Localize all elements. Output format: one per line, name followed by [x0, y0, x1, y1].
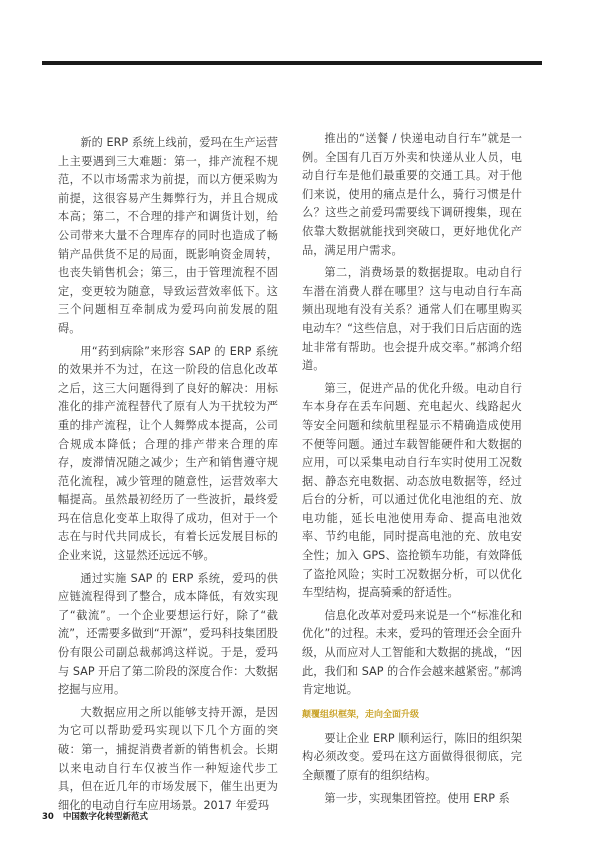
paragraph: 第二，消费场景的数据提取。电动自行车潜在消费人群在哪里？这与电动自行车高频出现地有没有关系？通常人们在哪里购买电动车？“这些信息，对于我们日后店面的选址非常有帮助。也会提升成交率。”郝鸿介绍道。: [302, 266, 522, 373]
left-column: [58, 134, 278, 819]
section-heading: 颠覆组织框架，走向全面升级: [302, 709, 420, 720]
paragraph: 第一步，实现集团管控。使用 ERP 系: [324, 791, 510, 805]
paragraph: 信息化改革对爱玛来说是一个“标准化和优化”的过程。未来，爱玛的管理还会全面升级，从而应对人工智能和大数据的挑战，“因此，我们和 SAP 的合作会越来越紧密。”郝鸿肯定地说。: [302, 608, 522, 697]
page-footer: [42, 810, 148, 822]
right-column: [302, 130, 522, 812]
paragraph: 用“药到病除”来形容 SAP 的 ERP 系统的效果并不为过，在这一阶段的信息化改革之后，这三大问题得到了良好的解决：用标准化的排产流程替代了原有人为干扰较为严重的排产流程，让个人舞弊成本提高，公司合规成本降低；合理的排产带来合理的库存，废滞情况随之减少；生产和销售遵守规范化流程，减少管理的随意性，运营效率大幅提高。虽然最初经历了一些波折，最终爱玛在信息化变革上取得了成功，但对于一个志在与时代共同成长，有着长远发展目标的企业来说，这显然还远远不够。: [58, 344, 278, 563]
paragraph: 第三，促进产品的优化升级。电动自行车本身存在丢车问题、充电起火、线路起火等安全问题和续航里程显示不精确造成使用不便等问题。通过车载智能硬件和大数据的应用，可以采集电动自行车实时使用工况数据、静态充电数据、动态放电数据等，经过后台的分析，可以通过优化电池组的充、放电功能，延长电池使用寿命、提高电池效率、节约电能，同时提高电池的充、放电安全性；加入 GPS、盗抢锁车功能，有效降低了盗抢风险；实时工况数据分析，可以优化车型结构，提高骑乘的舒适性。: [302, 381, 522, 600]
page-number: 30: [42, 812, 54, 822]
paragraph: 大数据应用之所以能够支持开源，是因为它可以帮助爱玛实现以下几个方面的突破：第一，捕捉消费者新的销售机会。长期以来电动自行车仅被当作一种短途代步工具，但在近几年的市场发展下，催生出更为细化的电动自行车应用场景。2017 年爱玛: [58, 705, 278, 812]
paragraph: 推出的“送餐 / 快递电动自行车”就是一例。全国有几百万外卖和快递从业人员，电动自行车是他们最重要的交通工具。对于他们来说，使用的痛点是什么，骑行习惯是什么？这些之前爱玛需要线下调研搜集，现在依靠大数据就能找到突破口，更好地优化产品，满足用户需求。: [302, 132, 522, 257]
paragraph: 要让企业 ERP 顺利运行，陈旧的组织架构必须改变。爱玛在这方面做得很彻底，完全颠覆了原有的组织结构。: [302, 731, 522, 782]
publication-title: 中国数字化转型新范式: [62, 812, 148, 822]
top-rule: [42, 61, 542, 65]
paragraph: 通过实施 SAP 的 ERP 系统，爱玛的供应链流程得到了整合，成本降低，有效实现了“截流”。一个企业要想运行好，除了“截流”，还需要多做到“开源”，爱玛科技集团股份有限公司副总裁郝鸿这样说。于是，爱玛与 SAP 开启了第二阶段的深度合作：大数据挖掘与应用。: [58, 571, 278, 697]
paragraph: 新的 ERP 系统上线前，爱玛在生产运营上主要遇到三大难题：第一，排产流程不规范，不以市场需求为前提，而以方便采购为前提，这很容易产生舞弊行为，并且合规成本高；第二，不合理的排产和调货计划，给公司带来大量不合理库存的同时也造成了畅销产品供货不足的局面，既影响资金周转，也丧失销售机会；第三，由于管理流程不固定，变更较为随意，导致运营效率低下。这三个问题相互牵制成为爱玛向前发展的阻碍。: [58, 136, 278, 335]
